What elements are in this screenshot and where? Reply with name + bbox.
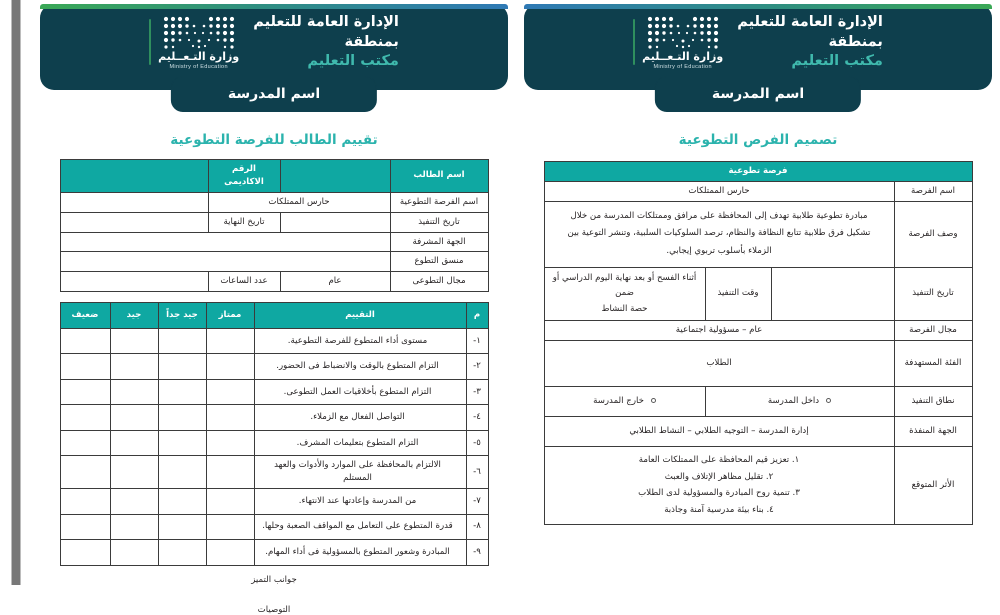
description-line-1: مبادرة تطوعية طلابية تهدف إلى المحافظة على مرافق وممتلكات المدرسة من خلال (570, 210, 868, 221)
eval-mark-weak-4[interactable] (60, 405, 110, 431)
section-title-student-evaluation: تقييم الطالب للفرصة التطوعية (170, 132, 378, 148)
header-rating-excellent: ممتاز (206, 303, 254, 329)
table-row (60, 514, 488, 540)
impact-line-1: ١. تعزيز قيم المحافظة على الممتلكات العامة (638, 454, 800, 465)
header-banner-left (40, 4, 508, 102)
radio-inside-school-icon[interactable] (826, 398, 831, 403)
scope-option-inside[interactable] (705, 386, 894, 416)
page-gutter (0, 0, 32, 585)
header-banner-right (524, 4, 992, 102)
opportunity-table-header: فرصة تطوعية (544, 162, 972, 182)
label-supervising-body: الجهة المشرفة (390, 232, 488, 252)
execution-time-line-2: حصة النشاط (601, 303, 648, 314)
row-value-execution-time (544, 267, 705, 320)
evaluation-criteria-table (60, 302, 489, 565)
value-opportunity-name: حارس الممتلكات (208, 192, 390, 212)
student-info-table (60, 159, 489, 292)
value-end-date[interactable] (60, 212, 208, 232)
eval-mark-excellent-6[interactable] (206, 456, 254, 489)
banner-gradient-strip-right (524, 4, 992, 9)
impact-line-3: ٣. تنمية روح المبادرة والمسؤولية لدى الطلاب (638, 488, 800, 499)
eval-mark-very-good-5[interactable] (158, 430, 206, 456)
description-line-2: تشكيل فرق طلابية تتابع النظافة والنظام، ترصد السلوكيات السلبية، وتنشر التوعية بين (567, 228, 871, 239)
eval-row-number-5: ٥- (466, 430, 488, 456)
table-row (60, 405, 488, 431)
excellence-aspects-label: جوانب التميز (251, 574, 297, 585)
header-rating-very-good: جيد جداً (158, 303, 206, 329)
value-opportunity-name-extra[interactable] (60, 192, 208, 212)
eval-mark-very-good-1[interactable] (158, 328, 206, 354)
header-academic-number-value (60, 160, 208, 193)
banner-container-right (516, 0, 1000, 102)
opportunity-design-table (544, 161, 973, 525)
row-label-execution-date: تاريخ التنفيذ (894, 267, 972, 320)
eval-mark-excellent-9[interactable] (206, 540, 254, 566)
label-volunteer-field: مجال التطوعى (390, 272, 488, 292)
eval-row-number-4: ٤- (466, 405, 488, 431)
logo-divider-rule (633, 19, 635, 65)
department-block-left (253, 13, 399, 72)
education-office-label-left: مكتب التعليم (307, 53, 399, 70)
impact-line-4: ٤. بناء بيئة مدرسية آمنة وجاذبة (664, 505, 774, 516)
scope-option-outside[interactable] (544, 386, 705, 416)
table-row-volunteer-field (60, 272, 488, 292)
table-row-expected-impact (544, 446, 972, 524)
eval-mark-very-good-4[interactable] (158, 405, 206, 431)
logo-divider-rule-left (149, 19, 151, 65)
table-row-opportunity-description (544, 201, 972, 267)
education-office-label: مكتب التعليم (791, 53, 883, 70)
eval-row-item-7: من المدرسة وإعادتها عند الانتهاء. (254, 489, 466, 515)
header-student-name: اسم الطالب (390, 160, 488, 193)
row-value-execution-date[interactable] (771, 267, 894, 320)
impact-line-2: ٢. تقليل مظاهر الإتلاف والعبث (664, 471, 774, 482)
department-line-2-left: بمنطقة (344, 33, 399, 50)
school-name-pill-right: اسم المدرسة (655, 76, 861, 112)
label-volunteer-coordinator: منسق التطوع (390, 252, 488, 272)
eval-mark-very-good-9[interactable] (158, 540, 206, 566)
header-rating-weak: ضعيف (60, 303, 110, 329)
header-student-name-value (280, 160, 390, 193)
table-row-head (544, 162, 972, 182)
table-row-target-group (544, 340, 972, 386)
eval-mark-excellent-7[interactable] (206, 489, 254, 515)
value-execution-start[interactable] (280, 212, 390, 232)
row-value-target-group: الطلاب (544, 340, 894, 386)
section-title-opportunity-design: تصميم الفرص التطوعية (678, 132, 838, 148)
school-name-pill-left: اسم المدرسة (171, 76, 377, 112)
eval-row-number-8: ٨- (466, 514, 488, 540)
eval-row-number-7: ٧- (466, 489, 488, 515)
eval-mark-weak-5[interactable] (60, 430, 110, 456)
description-line-3: الزملاء بأسلوب تربوي إيجابي. (666, 246, 772, 256)
eval-mark-good-4[interactable] (110, 405, 158, 431)
table-row-opportunity-field (544, 321, 972, 341)
header-row-number: م (466, 303, 488, 329)
eval-row-number-9: ٩- (466, 540, 488, 566)
ministry-name-english-left: Ministry of Education (169, 64, 228, 71)
table-row-supervising-body (60, 232, 488, 252)
table-row (60, 328, 488, 354)
department-block-right (737, 13, 883, 72)
table-row (60, 456, 488, 489)
table-row (60, 354, 488, 380)
ministry-of-education-logo-left (149, 15, 239, 70)
row-value-opportunity-name: حارس الممتلكات (544, 181, 894, 201)
banner-container-left (32, 0, 516, 102)
eval-mark-good-7[interactable] (110, 489, 158, 515)
ministry-of-education-logo-right (633, 15, 723, 70)
table-row-eval-header (60, 303, 488, 329)
eval-mark-weak-7[interactable] (60, 489, 110, 515)
eval-mark-weak-6[interactable] (60, 456, 110, 489)
label-hours-count: عدد الساعات (208, 272, 280, 292)
value-volunteer-coordinator[interactable] (60, 252, 390, 272)
department-line-1: الإدارة العامة للتعليم (737, 14, 883, 31)
eval-row-number-1: ١- (466, 328, 488, 354)
eval-mark-weak-1[interactable] (60, 328, 110, 354)
eval-mark-excellent-1[interactable] (206, 328, 254, 354)
table-row (60, 540, 488, 566)
ministry-name-arabic: وزارة التـعــليم (642, 49, 724, 63)
eval-mark-good-8[interactable] (110, 514, 158, 540)
table-row-executing-body (544, 416, 972, 446)
page-divider-bar (12, 0, 21, 585)
table-row (60, 430, 488, 456)
ministry-name-arabic-left: وزارة التـعــليم (158, 49, 240, 63)
header-academic-number: الرقم الاكاديمى (208, 160, 280, 193)
eval-mark-very-good-6[interactable] (158, 456, 206, 489)
department-line-1-left: الإدارة العامة للتعليم (253, 14, 399, 31)
row-label-opportunity-description: وصف الفرصة (894, 201, 972, 267)
eval-mark-good-9[interactable] (110, 540, 158, 566)
department-line-2: بمنطقة (828, 33, 883, 50)
moe-dot-matrix-icon-left (162, 15, 236, 49)
header-evaluation-item: التقييم (254, 303, 466, 329)
row-label-target-group: الفئة المستهدفة (894, 340, 972, 386)
eval-mark-good-5[interactable] (110, 430, 158, 456)
ministry-name-english: Ministry of Education (653, 64, 712, 71)
eval-mark-very-good-2[interactable] (158, 354, 206, 380)
row-sublabel-execution-time: وقت التنفيذ (705, 267, 771, 320)
eval-row-item-4: التواصل الفعال مع الزملاء. (254, 405, 466, 431)
eval-mark-excellent-8[interactable] (206, 514, 254, 540)
recommendations-label: التوصيات (257, 604, 291, 615)
table-row-execution-date (60, 212, 488, 232)
eval-row-number-3: ٣- (466, 379, 488, 405)
scope-option-inside-label: داخل المدرسة (767, 395, 820, 406)
table-row-opportunity-name (60, 192, 488, 212)
eval-mark-excellent-2[interactable] (206, 354, 254, 380)
eval-row-item-6: الالتزام بالمحافظة على الموارد والأدوات والعهد المستلم (254, 456, 466, 489)
header-rating-good: جيد (110, 303, 158, 329)
eval-mark-excellent-4[interactable] (206, 405, 254, 431)
row-label-executing-body: الجهة المنفذة (894, 416, 972, 446)
label-opportunity-name: اسم الفرصة التطوعية (390, 192, 488, 212)
eval-row-item-5: التزام المتطوع بتعليمات المشرف. (254, 430, 466, 456)
table-row (60, 489, 488, 515)
row-label-execution-scope: نطاق التنفيذ (894, 386, 972, 416)
eval-row-item-8: قدرة المتطوع على التعامل مع المواقف الصعبة وحلها. (254, 514, 466, 540)
banner-gradient-strip-left (40, 4, 508, 9)
eval-mark-excellent-5[interactable] (206, 430, 254, 456)
eval-mark-good-6[interactable] (110, 456, 158, 489)
eval-mark-good-2[interactable] (110, 354, 158, 380)
eval-mark-weak-8[interactable] (60, 514, 110, 540)
page-student-evaluation (32, 0, 516, 615)
scope-option-outside-label: خارج المدرسة (593, 395, 644, 406)
row-value-executing-body: إدارة المدرسة – التوجيه الطلابي – النشاط الطلابي (544, 416, 894, 446)
eval-mark-weak-2[interactable] (60, 354, 110, 380)
row-value-expected-impact (544, 446, 894, 524)
value-volunteer-field: عام (280, 272, 390, 292)
table-row (60, 379, 488, 405)
eval-row-item-3: التزام المتطوع بأخلاقيات العمل التطوعى. (254, 379, 466, 405)
eval-mark-good-3[interactable] (110, 379, 158, 405)
eval-row-number-2: ٢- (466, 354, 488, 380)
table-row-volunteer-coordinator (60, 252, 488, 272)
eval-row-item-1: مستوى أداء المتطوع للفرصة التطوعية. (254, 328, 466, 354)
value-supervising-body[interactable] (60, 232, 390, 252)
page-opportunity-design (516, 0, 1000, 585)
radio-outside-school-icon[interactable] (651, 398, 656, 403)
eval-mark-very-good-7[interactable] (158, 489, 206, 515)
execution-time-line-1: أثناء الفسح أو بعد نهاية اليوم الدراسي أو ضمن (552, 272, 697, 299)
eval-row-item-2: التزام المتطوع بالوقت والانضباط فى الحضور. (254, 354, 466, 380)
value-hours-count[interactable] (60, 272, 208, 292)
eval-mark-good-1[interactable] (110, 328, 158, 354)
table-row-info-header (60, 160, 488, 193)
row-label-expected-impact: الأثر المتوقع (894, 446, 972, 524)
label-execution-date: تاريخ التنفيذ (390, 212, 488, 232)
row-value-opportunity-field: عام – مسؤولية اجتماعية (544, 321, 894, 341)
eval-row-number-6: ٦- (466, 456, 488, 489)
table-row-execution-date (544, 267, 972, 320)
row-value-opportunity-description (544, 201, 894, 267)
eval-row-item-9: المبادرة وشعور المتطوع بالمسؤولية فى أداء المهام. (254, 540, 466, 566)
row-label-opportunity-field: مجال الفرصة (894, 321, 972, 341)
table-row-opportunity-name (544, 181, 972, 201)
eval-mark-weak-9[interactable] (60, 540, 110, 566)
row-label-opportunity-name: اسم الفرصة (894, 181, 972, 201)
moe-dot-matrix-icon (646, 15, 720, 49)
eval-mark-very-good-8[interactable] (158, 514, 206, 540)
label-end-date: تاريخ النهاية (208, 212, 280, 232)
eval-mark-weak-3[interactable] (60, 379, 110, 405)
table-row-execution-scope (544, 386, 972, 416)
eval-mark-very-good-3[interactable] (158, 379, 206, 405)
eval-mark-excellent-3[interactable] (206, 379, 254, 405)
